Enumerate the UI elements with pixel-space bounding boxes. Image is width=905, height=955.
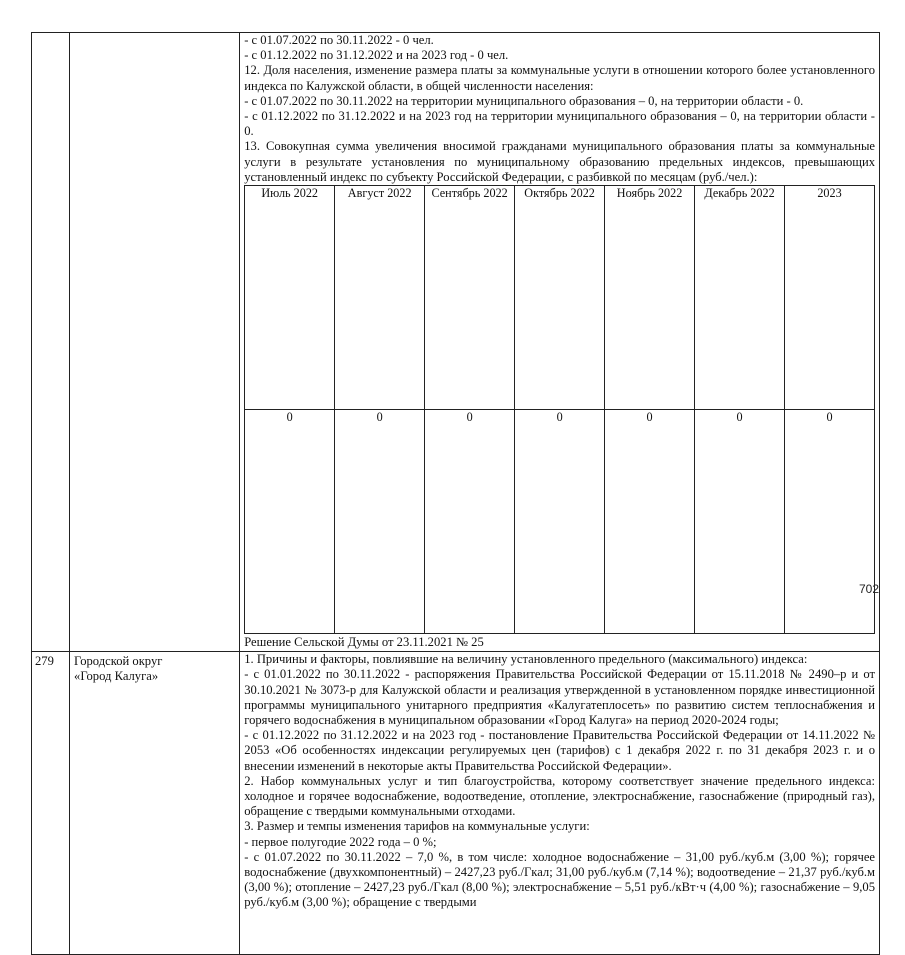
text-paragraph: - с 01.07.2022 по 30.11.2022 на территории муниципального образования – 0, на территории области - 0. <box>244 93 804 108</box>
text-paragraph: 12. Доля населения, изменение размера платы за коммунальные услуги в отношении которого более установленного индекса по Калужской области, в общей численности населения: <box>244 63 875 93</box>
text-paragraph: 2. Набор коммунальных услуг и тип благоустройства, которому соответствует значение предельного индекса: холодное и горячее водоснабжение, водоотведение, отопление, электроснабжение, газоснабжение (природный газ), обращение с твердыми коммунальными отходами. <box>244 773 875 819</box>
month-header: Август 2022 <box>335 186 425 410</box>
text-paragraph: - с 01.01.2022 по 30.11.2022 - распоряжения Правительства Российской Федерации от 15.11.2018 № 2490–р и от 30.10.2021 № 3073-р для Калужской области и реализация утвержденной в установленном порядке инвестиционной программы муниципального унитарного предприятия «Калугатеплосеть» по развитию систем теплоснабжения и горячего водоснабжения в муниципальном образовании «Город Калуга» на период 2020-2024 годы; <box>244 667 875 728</box>
month-header: Октябрь 2022 <box>515 186 605 410</box>
details-content <box>244 652 875 952</box>
municipality-title: «Город Калуга» <box>74 669 159 684</box>
table-header-row <box>245 186 875 410</box>
text-paragraph: 3. Размер и темпы изменения тарифов на коммунальные услуги: <box>244 819 590 834</box>
text-paragraph: - с 01.12.2022 по 31.12.2022 и на 2023 год на территории муниципального образования – 0, на территории области - 0. <box>244 109 875 139</box>
text-paragraph: - с 01.07.2022 по 30.11.2022 – 7,0 %, в том числе: холодное водоснабжение – 31,00 руб./куб.м (3,00 %); горячее водоснабжение (двухкомпонентный) – 2427,23 руб./Гкал; 31,00 руб./куб.м (7,14 %); водоотведение – 21,37 руб./куб.м (3,00 %); отопление – 2427,23 руб./Гкал (8,00 %); электроснабжение – 5,51 руб./кВт·ч (4,00 %); газоснабжение – 9,05 руб./куб.м (3,00 %); обращение с твердыми <box>244 849 875 910</box>
table-row <box>32 652 880 955</box>
table-row <box>32 33 880 652</box>
month-header: Ноябрь 2022 <box>605 186 695 410</box>
month-value: 0 <box>605 410 695 634</box>
month-header: Июль 2022 <box>245 186 335 410</box>
text-paragraph: - с 01.12.2022 по 31.12.2022 и на 2023 год - постановление Правительства Российской Федерации от 14.11.2022 № 2053 «Об особенностях индексации регулируемых цен (тарифов) с 1 декабря 2022 г. по 31 декабря 2023 г. и о внесении изменений в некоторые акты Правительства Российской Федерации». <box>244 728 875 773</box>
row-number: 279 <box>32 652 70 955</box>
text-line: - с 01.12.2022 по 31.12.2022 и на 2023 год - 0 чел. <box>244 48 509 63</box>
municipality-cell <box>70 33 240 652</box>
municipality-type: Городской округ <box>74 654 163 669</box>
month-header: 2023 <box>785 186 875 410</box>
data-table <box>31 32 880 955</box>
month-value: 0 <box>785 410 875 634</box>
details-cell <box>240 652 880 955</box>
month-value: 0 <box>425 410 515 634</box>
monthly-increase-table <box>244 185 875 634</box>
row-number-cell <box>32 33 70 652</box>
page-number: 702 <box>858 582 879 596</box>
text-line: - первое полугодие 2022 года – 0 %; <box>244 834 437 849</box>
municipality-name <box>70 652 240 955</box>
text-line: - с 01.07.2022 по 30.11.2022 - 0 чел. <box>244 33 434 47</box>
decision-reference: Решение Сельской Думы от 23.11.2021 № 25 <box>244 635 484 650</box>
table-row <box>245 410 875 634</box>
text-paragraph: 1. Причины и факторы, повлиявшие на величину установленного предельного (максимального) индекса: <box>244 652 808 667</box>
text-paragraph: 13. Совокупная сумма увеличения вносимой гражданами муниципального образования платы за коммунальные услуги в результате установления по муниципальному образованию предельных индексов, превышающих установленный индекс по субъекту Российской Федерации, с разбивкой по месяцам (руб./чел.): <box>244 139 875 184</box>
month-header: Сентябрь 2022 <box>425 186 515 410</box>
month-value: 0 <box>245 410 335 634</box>
month-value: 0 <box>695 410 785 634</box>
month-header: Декабрь 2022 <box>695 186 785 410</box>
month-value: 0 <box>335 410 425 634</box>
details-cell <box>240 33 880 652</box>
month-value: 0 <box>515 410 605 634</box>
